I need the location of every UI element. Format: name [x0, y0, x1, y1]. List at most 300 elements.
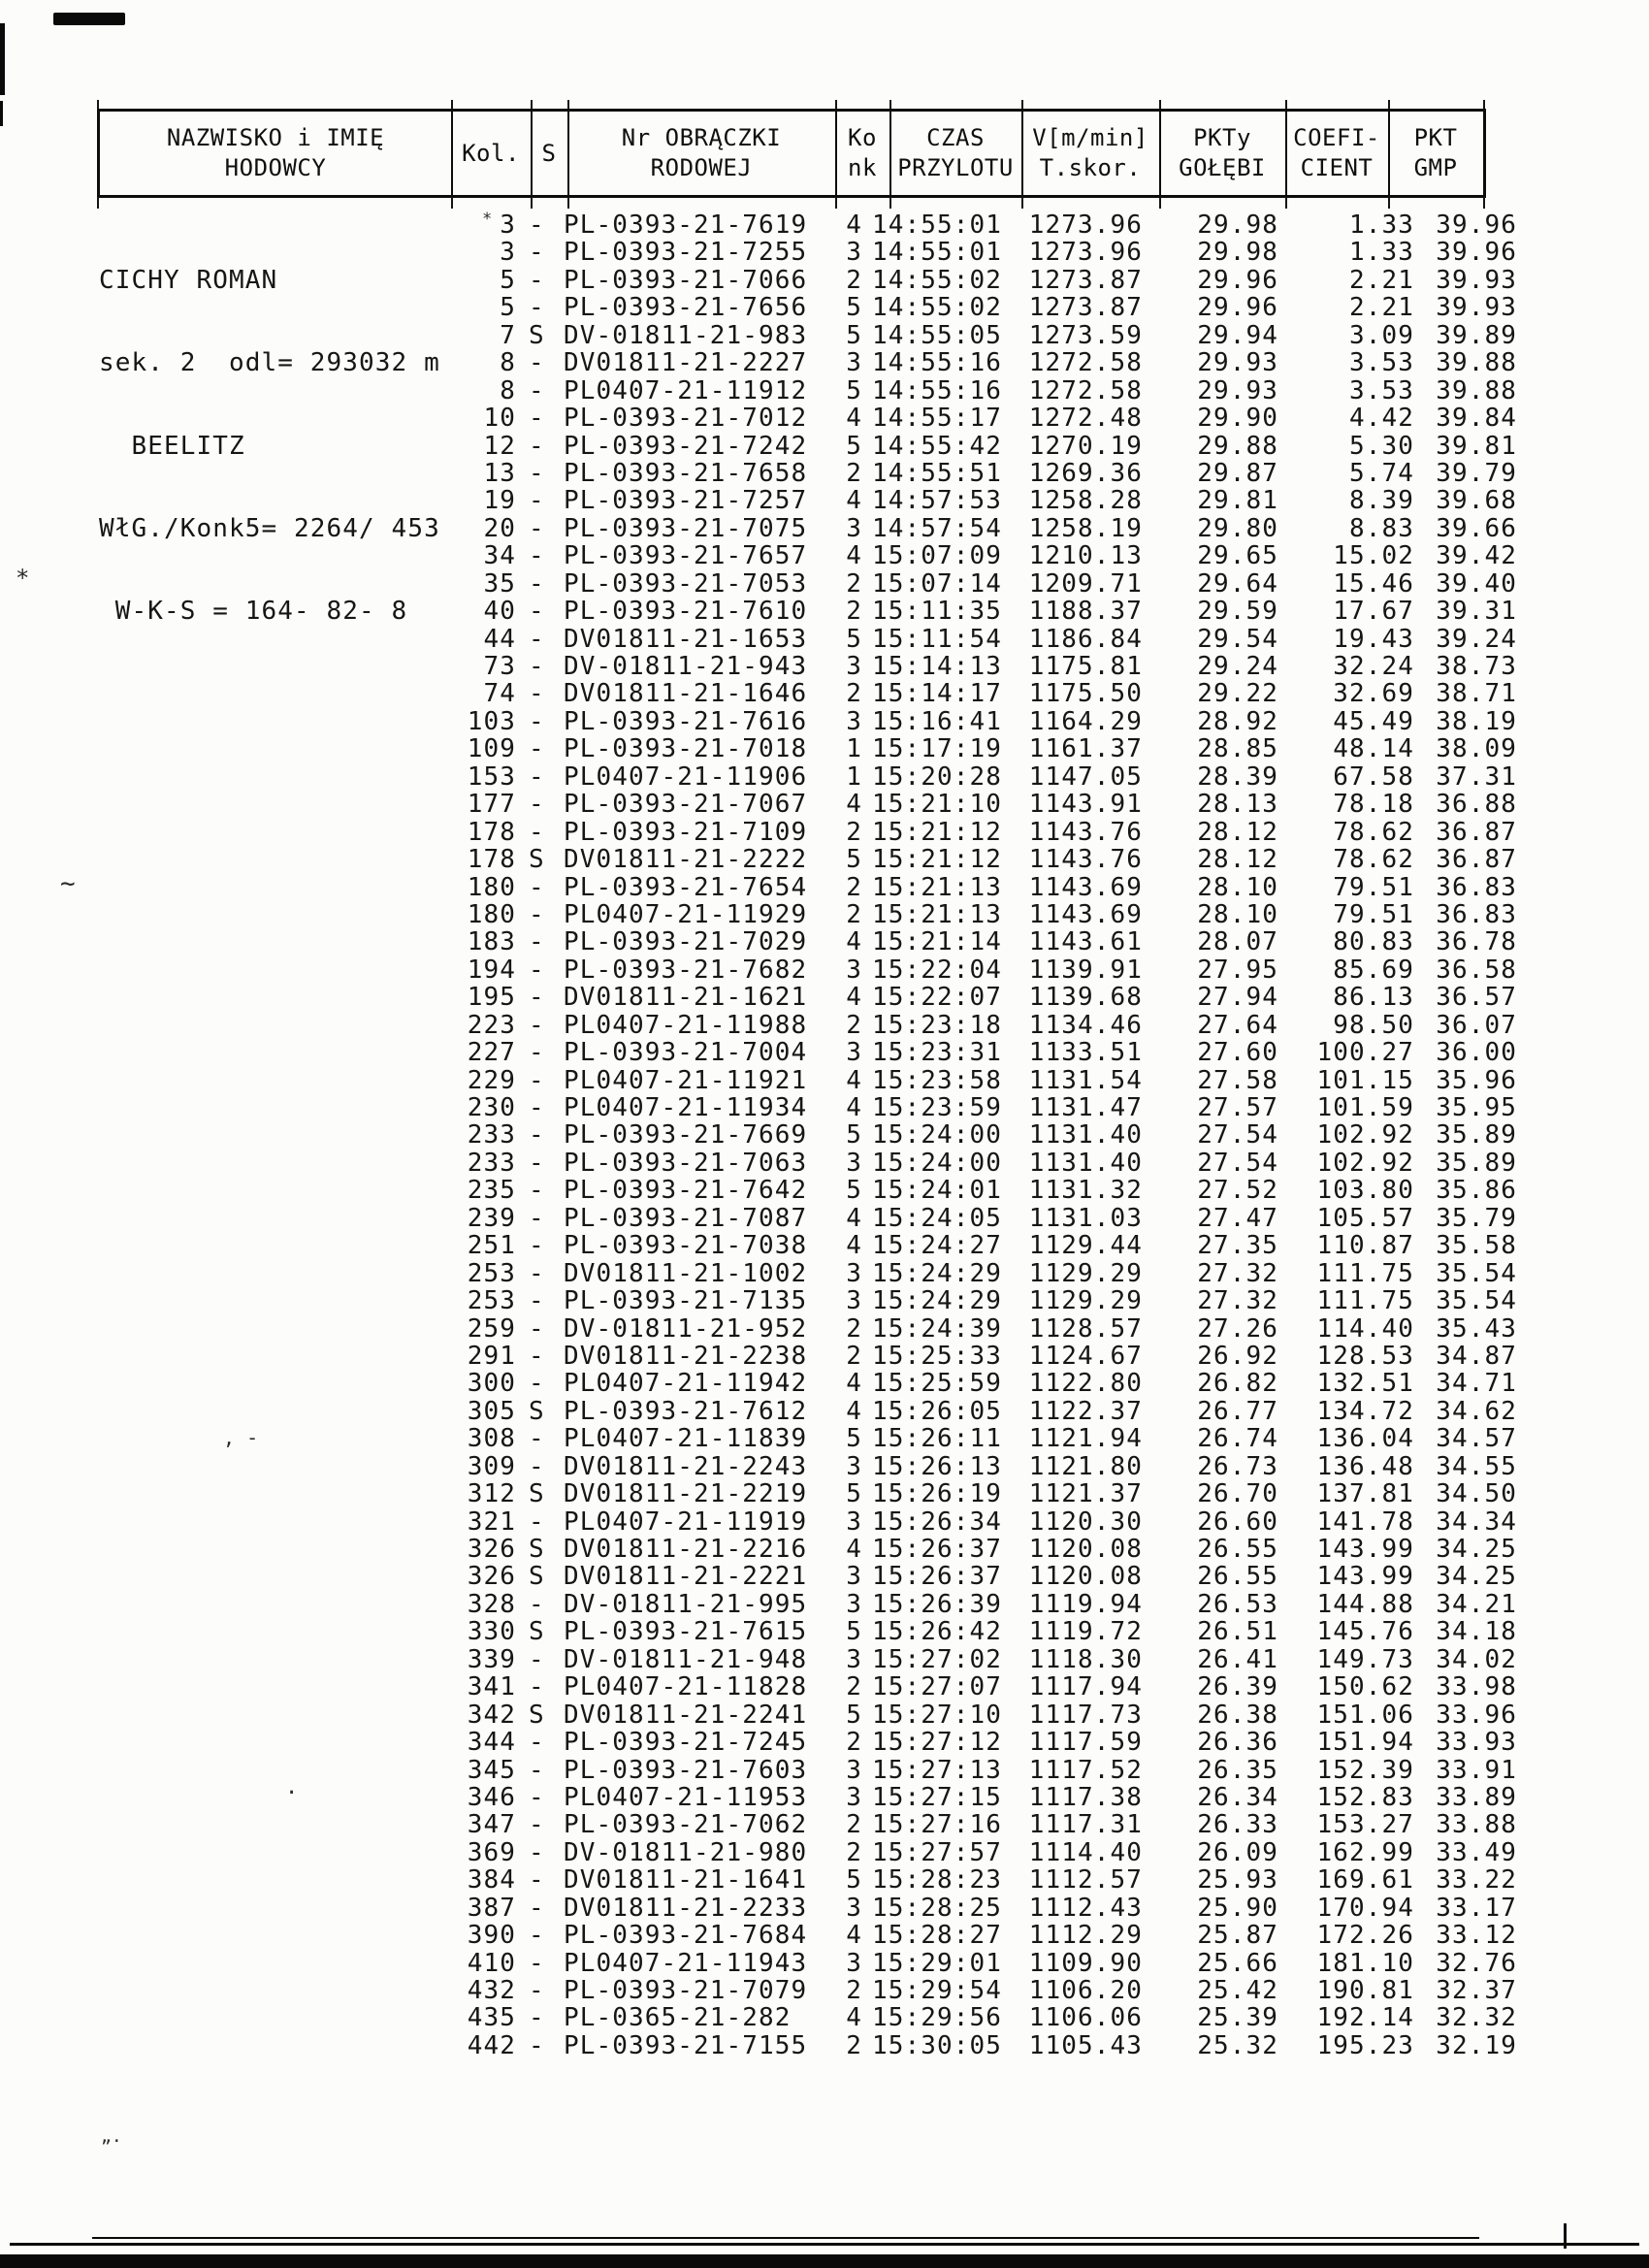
- cell-v: 1117.38: [1028, 1782, 1143, 1812]
- cell-czas: 15:27:02: [872, 1644, 1003, 1674]
- cell-pkty: 26.73: [1197, 1451, 1278, 1481]
- cell-kol: 339: [467, 1644, 516, 1674]
- table-row: [0, 1398, 1649, 1425]
- table-row: [0, 487, 1649, 514]
- cell-ring: PL-0393-21-7029: [564, 927, 808, 957]
- cell-pkty: 29.96: [1197, 265, 1278, 295]
- cell-gmp: 35.95: [1436, 1093, 1517, 1122]
- cell-czas: 15:27:13: [872, 1755, 1003, 1785]
- results-table-header: [97, 109, 1486, 198]
- cell-coef: 141.78: [1316, 1507, 1414, 1537]
- table-row: [0, 735, 1649, 762]
- cell-gmp: 33.91: [1436, 1755, 1517, 1785]
- cell-gmp: 36.88: [1436, 790, 1517, 820]
- cell-czas: 15:26:34: [872, 1507, 1003, 1537]
- cell-coef: 111.75: [1316, 1258, 1414, 1288]
- tick-mark: [1021, 197, 1023, 209]
- cell-ring: PL-0393-21-7616: [564, 706, 808, 736]
- cell-coef: 85.69: [1333, 955, 1414, 985]
- cell-coef: 143.99: [1316, 1535, 1414, 1564]
- cell-v: 1106.06: [1028, 2003, 1143, 2033]
- cell-coef: 190.81: [1316, 1976, 1414, 2005]
- cell-czas: 15:24:29: [872, 1258, 1003, 1288]
- cell-pkty: 26.53: [1197, 1589, 1278, 1619]
- table-row: [0, 984, 1649, 1011]
- cell-kol: 344: [467, 1728, 516, 1758]
- cell-czas: 15:22:07: [872, 983, 1003, 1013]
- cell-czas: 15:26:11: [872, 1424, 1003, 1454]
- cell-konk: 5: [846, 624, 862, 654]
- cell-coef: 3.53: [1348, 375, 1414, 405]
- cell-pkty: 26.51: [1197, 1617, 1278, 1647]
- cell-coef: 149.73: [1316, 1644, 1414, 1674]
- tick-mark: [97, 100, 99, 109]
- cell-pkty: 26.09: [1197, 1837, 1278, 1867]
- cell-pkty: 27.54: [1197, 1120, 1278, 1150]
- cell-konk: 4: [846, 927, 862, 957]
- cell-ring: DV-01811-21-980: [564, 1837, 808, 1867]
- cell-s: -: [529, 652, 545, 681]
- scan-mark-bottom-bar: [0, 2254, 1649, 2268]
- cell-coef: 169.61: [1316, 1865, 1414, 1895]
- wks-stats: W-K-S = 164- 82- 8: [99, 597, 408, 627]
- cell-coef: 151.06: [1316, 1700, 1414, 1730]
- tick-mark: [531, 197, 533, 209]
- cell-v: 1120.08: [1028, 1535, 1143, 1564]
- cell-pkty: 27.94: [1197, 983, 1278, 1013]
- cell-v: 1117.31: [1028, 1810, 1143, 1840]
- cell-kol: 3: [500, 238, 516, 268]
- cell-kol: 435: [467, 2003, 516, 2033]
- cell-s: -: [529, 1589, 545, 1619]
- cell-s: -: [529, 1728, 545, 1758]
- cell-ring: PL-0393-21-7038: [564, 1231, 808, 1261]
- cell-v: 1122.37: [1028, 1396, 1143, 1426]
- cell-kol: 230: [467, 1093, 516, 1122]
- cell-s: -: [529, 790, 545, 820]
- cell-konk: 2: [846, 1672, 862, 1702]
- cell-gmp: 33.17: [1436, 1893, 1517, 1923]
- cell-konk: 3: [846, 348, 862, 378]
- cell-coef: 150.62: [1316, 1672, 1414, 1702]
- cell-ring: PL-0393-21-7658: [564, 458, 808, 488]
- scan-speck: , -: [223, 1426, 259, 1449]
- cell-gmp: 36.00: [1436, 1038, 1517, 1068]
- cell-gmp: 35.54: [1436, 1258, 1517, 1288]
- cell-s: S: [529, 1535, 545, 1564]
- cell-v: 1131.03: [1028, 1203, 1143, 1233]
- cell-ring: PL-0393-21-7612: [564, 1396, 808, 1426]
- cell-gmp: 38.19: [1436, 706, 1517, 736]
- cell-s: -: [529, 1424, 545, 1454]
- cell-v: 1131.32: [1028, 1176, 1143, 1206]
- cell-ring: PL0407-21-11921: [564, 1065, 808, 1095]
- cell-czas: 14:57:53: [872, 486, 1003, 516]
- cell-gmp: 37.31: [1436, 761, 1517, 792]
- tick-mark: [451, 197, 453, 209]
- cell-kol: 308: [467, 1424, 516, 1454]
- cell-kol: 305: [467, 1396, 516, 1426]
- cell-gmp: 33.89: [1436, 1782, 1517, 1812]
- cell-s: -: [529, 1203, 545, 1233]
- flight-stats: WłG./Konk5= 2264/ 453: [99, 513, 440, 543]
- cell-czas: 15:27:16: [872, 1810, 1003, 1840]
- cell-gmp: 35.89: [1436, 1120, 1517, 1150]
- cell-kol: 328: [467, 1589, 516, 1619]
- table-row: [0, 626, 1649, 653]
- cell-coef: 78.18: [1333, 790, 1414, 820]
- cell-ring: DV01811-21-2222: [564, 845, 808, 875]
- cell-konk: 3: [846, 1893, 862, 1923]
- cell-ring: PL0407-21-11929: [564, 899, 808, 929]
- cell-gmp: 32.37: [1436, 1976, 1517, 2005]
- cell-v: 1273.96: [1028, 211, 1143, 240]
- table-row: [0, 791, 1649, 818]
- table-row: [0, 1094, 1649, 1121]
- cell-ring: DV-01811-21-952: [564, 1313, 808, 1344]
- cell-pkty: 25.87: [1197, 1921, 1278, 1951]
- cell-gmp: 34.50: [1436, 1479, 1517, 1509]
- column-header-v: V[m/min] T.skor.: [1032, 124, 1148, 181]
- cell-pkty: 29.81: [1197, 486, 1278, 516]
- cell-kol: 312: [467, 1479, 516, 1509]
- cell-s: -: [529, 1837, 545, 1867]
- cell-kol: 321: [467, 1507, 516, 1537]
- cell-coef: 111.75: [1316, 1286, 1414, 1316]
- cell-konk: 5: [846, 845, 862, 875]
- cell-ring: PL-0393-21-7610: [564, 597, 808, 627]
- cell-s: -: [529, 1313, 545, 1344]
- cell-czas: 14:55:16: [872, 375, 1003, 405]
- cell-gmp: 34.62: [1436, 1396, 1517, 1426]
- cell-kol: 341: [467, 1672, 516, 1702]
- cell-konk: 5: [846, 1865, 862, 1895]
- tick-mark: [531, 100, 533, 109]
- cell-s: -: [529, 927, 545, 957]
- table-row: [0, 1618, 1649, 1645]
- cell-coef: 1.33: [1348, 238, 1414, 268]
- cell-gmp: 39.93: [1436, 265, 1517, 295]
- cell-kol: 40: [483, 597, 516, 627]
- cell-s: -: [529, 238, 545, 268]
- cell-gmp: 34.34: [1436, 1507, 1517, 1537]
- cell-gmp: 33.22: [1436, 1865, 1517, 1895]
- cell-pkty: 28.92: [1197, 706, 1278, 736]
- cell-konk: 3: [846, 1286, 862, 1316]
- cell-coef: 86.13: [1333, 983, 1414, 1013]
- table-row: [0, 294, 1649, 321]
- cell-v: 1105.43: [1028, 2030, 1143, 2060]
- cell-pkty: 29.87: [1197, 458, 1278, 488]
- column-header-kol: Kol.: [462, 139, 520, 167]
- cell-ring: DV01811-21-2219: [564, 1479, 808, 1509]
- cell-kol: 10: [483, 404, 516, 434]
- cell-coef: 103.80: [1316, 1176, 1414, 1206]
- tick-mark: [451, 100, 453, 109]
- table-row: [0, 874, 1649, 901]
- cell-konk: 5: [846, 320, 862, 350]
- cell-pkty: 28.12: [1197, 817, 1278, 847]
- cell-s: -: [529, 1507, 545, 1537]
- table-row: [0, 1343, 1649, 1370]
- cell-pkty: 29.80: [1197, 513, 1278, 543]
- cell-coef: 128.53: [1316, 1341, 1414, 1371]
- cell-coef: 4.42: [1348, 404, 1414, 434]
- cell-coef: 78.62: [1333, 817, 1414, 847]
- cell-kol: 34: [483, 541, 516, 571]
- table-row: [0, 1839, 1649, 1866]
- cell-pkty: 27.64: [1197, 1010, 1278, 1040]
- table-row: [0, 819, 1649, 846]
- cell-ring: DV01811-21-1646: [564, 679, 808, 709]
- cell-s: -: [529, 1644, 545, 1674]
- cell-konk: 4: [846, 404, 862, 434]
- table-row: [0, 846, 1649, 873]
- cell-v: 1258.28: [1028, 486, 1143, 516]
- cell-konk: 2: [846, 1728, 862, 1758]
- cell-gmp: 33.49: [1436, 1837, 1517, 1867]
- cell-s: S: [529, 845, 545, 875]
- cell-kol: 410: [467, 1948, 516, 1978]
- cell-coef: 152.39: [1316, 1755, 1414, 1785]
- cell-v: 1121.80: [1028, 1451, 1143, 1481]
- cell-coef: 15.02: [1333, 541, 1414, 571]
- cell-pkty: 28.12: [1197, 845, 1278, 875]
- cell-gmp: 36.87: [1436, 817, 1517, 847]
- cell-coef: 134.72: [1316, 1396, 1414, 1426]
- cell-czas: 15:22:04: [872, 955, 1003, 985]
- cell-coef: 80.83: [1333, 927, 1414, 957]
- table-row: [0, 1950, 1649, 1977]
- scan-mark-bottom-line-2: [92, 2237, 1479, 2239]
- cell-ring: DV01811-21-1641: [564, 1865, 808, 1895]
- cell-czas: 15:25:59: [872, 1369, 1003, 1399]
- cell-coef: 79.51: [1333, 899, 1414, 929]
- cell-kol: 8: [500, 348, 516, 378]
- cell-coef: 3.09: [1348, 320, 1414, 350]
- cell-v: 1143.76: [1028, 817, 1143, 847]
- cell-pkty: 28.10: [1197, 872, 1278, 902]
- cell-gmp: 35.58: [1436, 1231, 1517, 1261]
- cell-coef: 8.39: [1348, 486, 1414, 516]
- cell-czas: 15:28:25: [872, 1893, 1003, 1923]
- cell-v: 1131.40: [1028, 1148, 1143, 1178]
- cell-ring: PL-0393-21-7155: [564, 2030, 808, 2060]
- cell-pkty: 27.32: [1197, 1286, 1278, 1316]
- cell-ring: PL-0393-21-7109: [564, 817, 808, 847]
- cell-coef: 151.94: [1316, 1728, 1414, 1758]
- cell-konk: 3: [846, 1258, 862, 1288]
- cell-ring: PL-0393-21-7642: [564, 1176, 808, 1206]
- cell-gmp: 36.87: [1436, 845, 1517, 875]
- cell-pkty: 26.74: [1197, 1424, 1278, 1454]
- cell-ring: PL0407-21-11943: [564, 1948, 808, 1978]
- cell-s: -: [529, 1893, 545, 1923]
- table-row: [0, 433, 1649, 460]
- cell-gmp: 34.25: [1436, 1535, 1517, 1564]
- cell-ring: PL-0393-21-7242: [564, 431, 808, 461]
- column-header-ring: Nr OBRĄCZKI RODOWEJ: [621, 124, 782, 181]
- cell-ring: DV-01811-21-983: [564, 320, 808, 350]
- column-header-pkty: PKTy GOŁĘBI: [1179, 124, 1266, 181]
- cell-s: -: [529, 348, 545, 378]
- cell-v: 1186.84: [1028, 624, 1143, 654]
- cell-gmp: 36.83: [1436, 872, 1517, 902]
- cell-ring: PL-0393-21-7012: [564, 404, 808, 434]
- cell-konk: 4: [846, 1093, 862, 1122]
- cell-kol: 8: [500, 375, 516, 405]
- cell-s: -: [529, 679, 545, 709]
- cell-kol: 109: [467, 734, 516, 764]
- cell-s: -: [529, 1369, 545, 1399]
- cell-ring: PL0407-21-11988: [564, 1010, 808, 1040]
- cell-coef: 32.69: [1333, 679, 1414, 709]
- cell-konk: 4: [846, 1231, 862, 1261]
- cell-konk: 2: [846, 872, 862, 902]
- cell-gmp: 33.98: [1436, 1672, 1517, 1702]
- cell-v: 1122.80: [1028, 1369, 1143, 1399]
- table-row: [0, 1260, 1649, 1287]
- cell-czas: 15:07:09: [872, 541, 1003, 571]
- cell-gmp: 39.88: [1436, 375, 1517, 405]
- cell-kol: 3: [500, 211, 516, 240]
- cell-kol: 233: [467, 1148, 516, 1178]
- cell-s: -: [529, 872, 545, 902]
- cell-gmp: 34.21: [1436, 1589, 1517, 1619]
- cell-czas: 15:14:17: [872, 679, 1003, 709]
- cell-s: -: [529, 1976, 545, 2005]
- cell-kol: 227: [467, 1038, 516, 1068]
- cell-gmp: 33.93: [1436, 1728, 1517, 1758]
- cell-v: 1121.94: [1028, 1424, 1143, 1454]
- cell-v: 1139.68: [1028, 983, 1143, 1013]
- cell-ring: PL0407-21-11912: [564, 375, 808, 405]
- cell-ring: PL-0393-21-7257: [564, 486, 808, 516]
- cell-gmp: 38.09: [1436, 734, 1517, 764]
- cell-v: 1129.29: [1028, 1258, 1143, 1288]
- cell-v: 1143.91: [1028, 790, 1143, 820]
- table-row: [0, 1729, 1649, 1756]
- cell-v: 1258.19: [1028, 513, 1143, 543]
- cell-kol: 300: [467, 1369, 516, 1399]
- cell-konk: 3: [846, 1451, 862, 1481]
- cell-v: 1117.52: [1028, 1755, 1143, 1785]
- cell-coef: 32.24: [1333, 652, 1414, 681]
- cell-gmp: 33.96: [1436, 1700, 1517, 1730]
- cell-czas: 14:55:42: [872, 431, 1003, 461]
- cell-ring: PL-0393-21-7066: [564, 265, 808, 295]
- cell-kol: 235: [467, 1176, 516, 1206]
- cell-coef: 3.53: [1348, 348, 1414, 378]
- cell-czas: 15:27:57: [872, 1837, 1003, 1867]
- cell-s: -: [529, 1755, 545, 1785]
- cell-konk: 3: [846, 652, 862, 681]
- table-row: [0, 211, 1649, 239]
- cell-kol: 347: [467, 1810, 516, 1840]
- tick-mark: [889, 100, 891, 109]
- cell-s: -: [529, 404, 545, 434]
- cell-czas: 15:11:54: [872, 624, 1003, 654]
- cell-coef: 45.49: [1333, 706, 1414, 736]
- cell-s: -: [529, 486, 545, 516]
- cell-pkty: 26.34: [1197, 1782, 1278, 1812]
- cell-ring: PL-0393-21-7615: [564, 1617, 808, 1647]
- cell-coef: 5.30: [1348, 431, 1414, 461]
- breeder-name: CICHY ROMAN: [99, 265, 278, 295]
- cell-ring: DV-01811-21-995: [564, 1589, 808, 1619]
- cell-czas: 15:24:29: [872, 1286, 1003, 1316]
- cell-s: -: [529, 1065, 545, 1095]
- tick-mark: [1021, 100, 1023, 109]
- cell-s: -: [529, 513, 545, 543]
- table-row: [0, 349, 1649, 376]
- cell-pkty: 25.39: [1197, 2003, 1278, 2033]
- cell-ring: PL-0393-21-7654: [564, 872, 808, 902]
- cell-s: -: [529, 817, 545, 847]
- tick-mark: [567, 197, 569, 209]
- cell-czas: 15:21:12: [872, 817, 1003, 847]
- scan-mark-bottom-line-1: [10, 2243, 1639, 2246]
- cell-s: -: [529, 265, 545, 295]
- cell-s: -: [529, 1093, 545, 1122]
- column-header-gmp: PKT GMP: [1413, 124, 1458, 181]
- cell-pkty: 25.32: [1197, 2030, 1278, 2060]
- cell-konk: 5: [846, 1176, 862, 1206]
- cell-ring: PL-0365-21-282: [564, 2003, 792, 2033]
- cell-konk: 3: [846, 1148, 862, 1178]
- cell-pkty: 25.42: [1197, 1976, 1278, 2005]
- cell-konk: 3: [846, 706, 862, 736]
- cell-pkty: 29.59: [1197, 597, 1278, 627]
- cell-gmp: 39.84: [1436, 404, 1517, 434]
- cell-v: 1117.73: [1028, 1700, 1143, 1730]
- cell-gmp: 36.83: [1436, 899, 1517, 929]
- cell-ring: DV01811-21-1002: [564, 1258, 808, 1288]
- cell-konk: 3: [846, 238, 862, 268]
- cell-kol: 20: [483, 513, 516, 543]
- cell-pkty: 27.32: [1197, 1258, 1278, 1288]
- table-row: [0, 1121, 1649, 1149]
- cell-ring: DV01811-21-2221: [564, 1562, 808, 1592]
- cell-pkty: 26.55: [1197, 1535, 1278, 1564]
- cell-konk: 4: [846, 486, 862, 516]
- cell-kol: 291: [467, 1341, 516, 1371]
- cell-v: 1129.44: [1028, 1231, 1143, 1261]
- cell-czas: 14:55:51: [872, 458, 1003, 488]
- cell-czas: 15:17:19: [872, 734, 1003, 764]
- scan-mark-left-edge: [0, 23, 5, 95]
- cell-konk: 3: [846, 955, 862, 985]
- cell-konk: 5: [846, 293, 862, 323]
- cell-pkty: 27.47: [1197, 1203, 1278, 1233]
- cell-kol: 384: [467, 1865, 516, 1895]
- cell-v: 1109.90: [1028, 1948, 1143, 1978]
- cell-czas: 15:23:31: [872, 1038, 1003, 1068]
- cell-s: -: [529, 1341, 545, 1371]
- cell-pkty: 26.70: [1197, 1479, 1278, 1509]
- cell-czas: 15:27:15: [872, 1782, 1003, 1812]
- cell-s: -: [529, 568, 545, 599]
- cell-v: 1106.20: [1028, 1976, 1143, 2005]
- cell-ring: PL0407-21-11953: [564, 1782, 808, 1812]
- cell-konk: 4: [846, 1065, 862, 1095]
- cell-czas: 15:26:39: [872, 1589, 1003, 1619]
- cell-v: 1273.87: [1028, 293, 1143, 323]
- cell-konk: 4: [846, 790, 862, 820]
- cell-czas: 15:24:01: [872, 1176, 1003, 1206]
- table-row: [0, 1012, 1649, 1039]
- cell-s: -: [529, 1231, 545, 1261]
